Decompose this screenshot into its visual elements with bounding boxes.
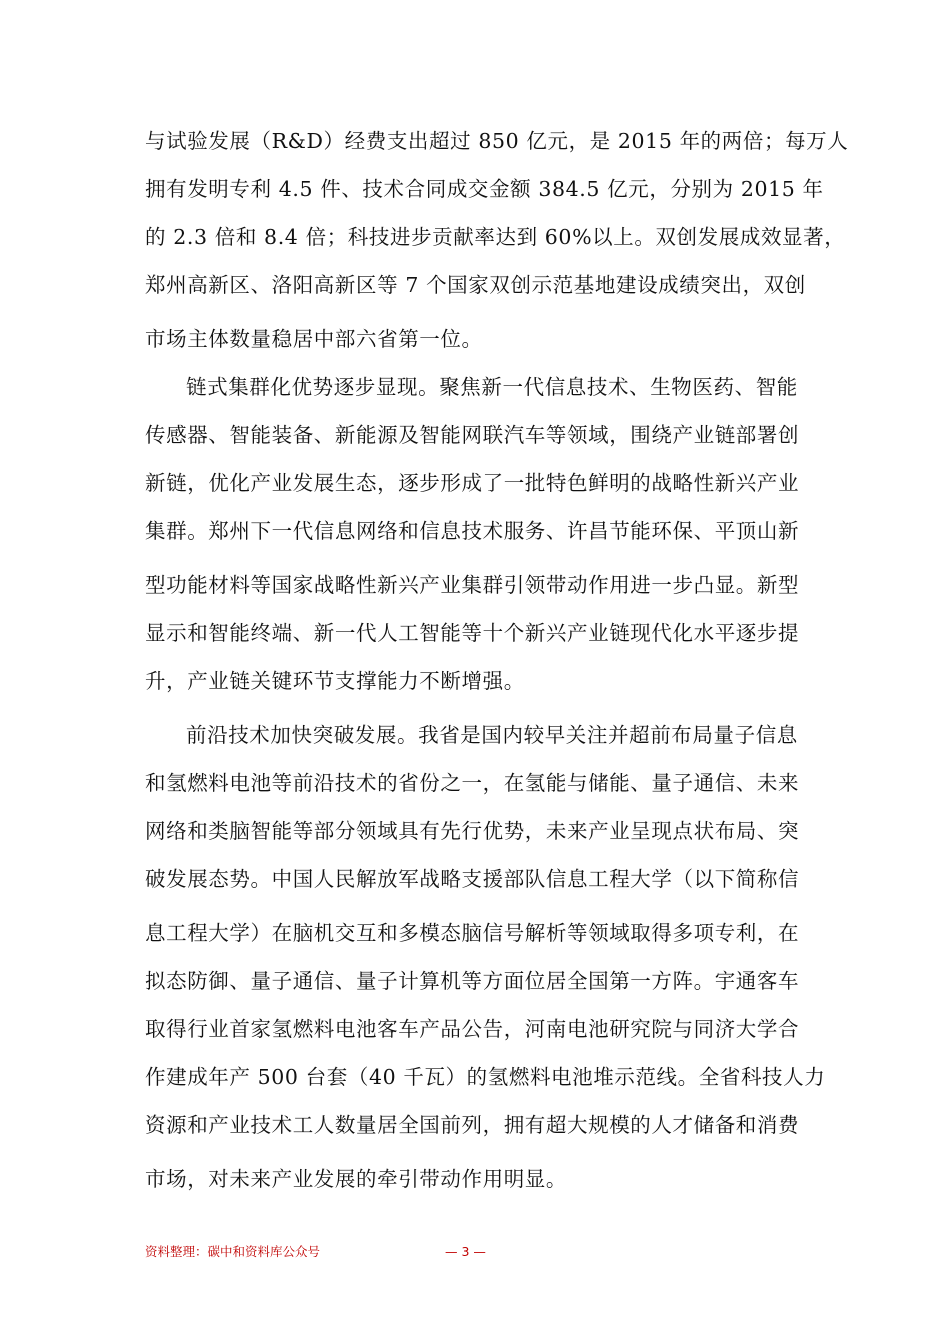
paragraph-line: 市场，对未来产业发展的牵引带动作用明显。 bbox=[145, 1167, 567, 1191]
paragraph-line: 取得行业首家氢燃料电池客车产品公告，河南电池研究院与同济大学合 bbox=[145, 1017, 800, 1041]
paragraph-line: 市场主体数量稳居中部六省第一位。 bbox=[145, 327, 483, 351]
paragraph-line: 显示和智能终端、新一代人工智能等十个新兴产业链现代化水平逐步提 bbox=[145, 621, 800, 645]
paragraph-line: 链式集群化优势逐步显现。聚焦新一代信息技术、生物医药、智能 bbox=[186, 375, 798, 399]
paragraph-line: 的 2.3 倍和 8.4 倍；科技进步贡献率达到 60%以上。双创发展成效显著， bbox=[145, 225, 846, 249]
paragraph-line: 破发展态势。中国人民解放军战略支援部队信息工程大学（以下简称信 bbox=[145, 867, 800, 891]
page-number: — 3 — bbox=[445, 1244, 486, 1259]
paragraph-line: 新链，优化产业发展生态，逐步形成了一批特色鲜明的战略性新兴产业 bbox=[145, 471, 800, 495]
paragraph-line: 型功能材料等国家战略性新兴产业集群引领带动作用进一步凸显。新型 bbox=[145, 573, 800, 597]
paragraph-line: 传感器、智能装备、新能源及智能网联汽车等领域，围绕产业链部署创 bbox=[145, 423, 800, 447]
paragraph-line: 息工程大学）在脑机交互和多模态脑信号解析等领域取得多项专利，在 bbox=[145, 921, 800, 945]
paragraph-line: 拥有发明专利 4.5 件、技术合同成交金额 384.5 亿元，分别为 2015 年 bbox=[145, 177, 824, 201]
paragraph-line: 拟态防御、量子通信、量子计算机等方面位居全国第一方阵。宇通客车 bbox=[145, 969, 800, 993]
paragraph-line: 升，产业链关键环节支撑能力不断增强。 bbox=[145, 669, 525, 693]
paragraph-line: 集群。郑州下一代信息网络和信息技术服务、许昌节能环保、平顶山新 bbox=[145, 519, 800, 543]
paragraph-line: 郑州高新区、洛阳高新区等 7 个国家双创示范基地建设成绩突出，双创 bbox=[145, 273, 806, 297]
footer-source-text: 资料整理：碳中和资料库公众号 bbox=[145, 1244, 321, 1259]
paragraph-line: 前沿技术加快突破发展。我省是国内较早关注并超前布局量子信息 bbox=[186, 723, 798, 747]
paragraph-line: 网络和类脑智能等部分领域具有先行优势，未来产业呈现点状布局、突 bbox=[145, 819, 800, 843]
paragraph-line: 与试验发展（R&D）经费支出超过 850 亿元，是 2015 年的两倍；每万人 bbox=[145, 129, 849, 153]
paragraph-line: 作建成年产 500 台套（40 千瓦）的氢燃料电池堆示范线。全省科技人力 bbox=[145, 1065, 826, 1089]
paragraph-line: 资源和产业技术工人数量居全国前列，拥有超大规模的人才储备和消费 bbox=[145, 1113, 800, 1137]
paragraph-line: 和氢燃料电池等前沿技术的省份之一，在氢能与储能、量子通信、未来 bbox=[145, 771, 800, 795]
